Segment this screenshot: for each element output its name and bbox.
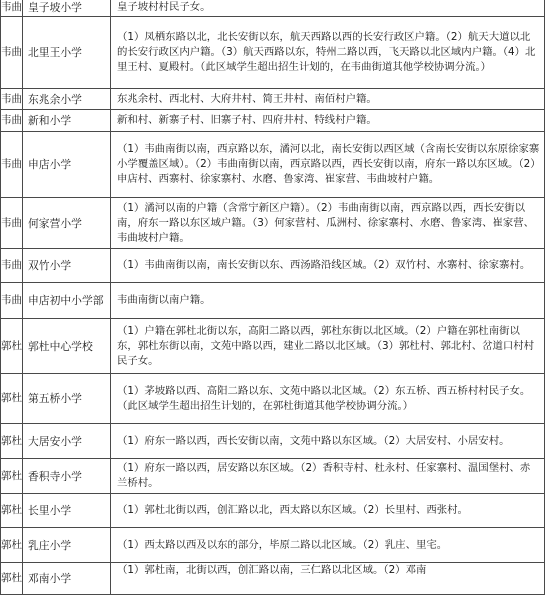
table-row [1,494,545,528]
district-cell: 郭杜 [1,459,23,494]
school-cell: 邓南小学 [23,563,111,595]
table-row [1,110,545,132]
district-cell: 郭杜 [1,563,23,595]
area-cell: （1）潏河以南的户籍（含常宁新区户籍）。（2）韦曲南街以南，西京路以西，西长安街以南，府东一路以东区域户籍。（3）何家营村、瓜洲村、徐家寨村、水磨、鲁家湾、崔家营、韦曲坡村户籍。 [111,198,545,249]
school-cell: 北里王小学 [23,17,111,89]
table-row [1,374,545,424]
area-cell: 皇子坡村村民子女。 [111,0,545,17]
area-cell: （1）户籍在郭杜北街以东，高阳二路以西，郭杜东街以北区域。（2）户籍在郭杜南街以东，郭杜东街以南，文苑中路以西，建业二路以北区域。（3）郭杜村、郭北村、岔道口村村民子女。 [111,319,545,374]
district-cell: 韦曲 [1,110,23,132]
table-row [1,132,545,198]
district-cell: 郭杜 [1,424,23,459]
area-cell: 新和村、新寨子村、旧寨子村、四府井村、特线村户籍。 [111,110,545,132]
table-row [1,249,545,283]
school-cell: 申店初中小学部 [23,283,111,319]
school-cell: 香积寺小学 [23,459,111,494]
table-row [1,459,545,494]
table-row [1,283,545,319]
area-cell: （1）韦曲南街以南，南长安街以东、西汤路沿线区域。（2）双竹村、水寨村、徐家寨村。 [111,249,545,283]
area-cell: （1）郭杜北街以西，创汇路以北，西太路以东区域。（2）长里村、西张村。 [111,494,545,528]
school-cell: 第五桥小学 [23,374,111,424]
district-cell: 韦曲 [1,89,23,110]
school-cell: 郭杜中心学校 [23,319,111,374]
table-row [1,563,545,595]
table-row [1,424,545,459]
area-cell: 韦曲南街以南户籍。 [111,283,545,319]
area-cell: （1）府东一路以西，居安路以东区域。（2）香积寺村、杜永村、任家寨村、温国堡村、赤兰桥村。 [111,459,545,494]
area-cell: （1）郭杜南，北街以西，创汇路以南，三仁路以北区域。（2）邓南 [111,563,545,595]
school-cell: 新和小学 [23,110,111,132]
table-row [1,319,545,374]
school-cell: 东兆余小学 [23,89,111,110]
district-cell: 郭杜 [1,528,23,563]
school-cell: 大居安小学 [23,424,111,459]
district-cell: 韦曲 [1,132,23,198]
school-cell: 乳庄小学 [23,528,111,563]
school-cell: 长里小学 [23,494,111,528]
table-row [1,17,545,89]
district-cell: 郭杜 [1,374,23,424]
district-cell: 郭杜 [1,319,23,374]
school-cell: 申店小学 [23,132,111,198]
district-cell: 韦曲 [1,283,23,319]
area-cell: 东兆余村、西北村、大府井村、简王井村、南佰村户籍。 [111,89,545,110]
district-cell: 韦曲 [1,17,23,89]
district-cell: 韦曲 [1,0,23,17]
district-cell: 韦曲 [1,198,23,249]
table-row [1,0,545,17]
table-row [1,89,545,110]
area-cell: （1）茅坡路以西、高阳二路以东、文苑中路以北区域。（2）东五桥、西五桥村村民子女。（此区域学生超出招生计划的，在郭杜街道其他学校协调分流。） [111,374,545,424]
district-cell: 郭杜 [1,494,23,528]
school-cell: 双竹小学 [23,249,111,283]
table-row [1,528,545,563]
district-cell: 韦曲 [1,249,23,283]
area-cell: （1）韦曲南街以南，西京路以东，潏河以北，南长安街以西区域（含南长安街以东原徐家寨小学覆盖区域）。（2）韦曲南街以南，西京路以西，西长安街以南，府东一路以东区域。（2）申店村、西寨村、徐家寨村、水磨、鲁家湾、崔家营、韦曲坡村户籍。 [111,132,545,198]
school-cell: 何家营小学 [23,198,111,249]
area-cell: （1）西太路以西及以东的部分，毕原二路以北区域。（2）乳庄、里宅。 [111,528,545,563]
area-cell: （1）凤栖东路以北，北长安街以东，航天西路以西的长安行政区户籍。（2）航天大道以北的长安行政区内户籍。（3）航天西路以东，特州二路以西，飞天路以北区域内户籍。（4）北里王村、夏殿村。（此区域学生超出招生计划的，在韦曲街道其他学校协调分流。） [111,17,545,89]
school-cell: 皇子坡小学 [23,0,111,17]
table-row [1,198,545,249]
area-cell: （1）府东一路以西，西长安街以南，文苑中路以东区域。（2）大居安村、小居安村。 [111,424,545,459]
